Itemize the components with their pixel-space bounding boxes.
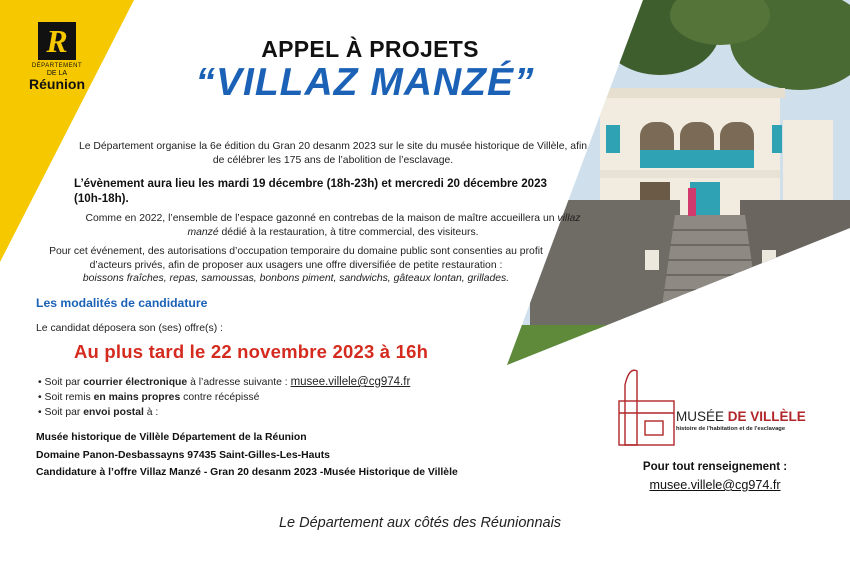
- event-dates: L’évènement aura lieu les mardi 19 décembre (18h-23h) et mercredi 20 décembre 2023 (10h-18h).: [74, 177, 547, 205]
- page-title: APPEL À PROJETS: [261, 36, 479, 62]
- logo-line2: DE LA: [46, 70, 68, 77]
- modalites-heading: Les modalités de candidature: [36, 296, 208, 310]
- logo-line3: Réunion: [29, 76, 85, 92]
- logo-r-icon: R: [38, 22, 76, 60]
- address-line: Candidature à l’offre Villaz Manzé - Gran 20 desanm 2023 -Musée Historique de Villèle: [36, 467, 458, 478]
- museum-name: MUSÉE DE VILLÈLE: [676, 409, 806, 424]
- list-item: • Soit par envoi postal à :: [38, 407, 159, 418]
- museum-logo-icon: [615, 365, 835, 450]
- intro-paragraph: Le Département organise la 6e édition du Gran 20 desanm 2023 sur le site du musée historique de Villèle, afin de célébrer les 175 ans de l’abolition de l’esclavage.: [78, 141, 588, 166]
- address-line: Domaine Panon-Desbassayns 97435 Saint-Gilles-Les-Hauts: [36, 449, 330, 461]
- contact-email-link[interactable]: musee.villele@cg974.fr: [649, 478, 781, 492]
- deadline: Au plus tard le 22 novembre 2023 à 16h: [74, 341, 429, 362]
- project-title: “VILLAZ MANZÉ”: [195, 61, 535, 104]
- submission-methods: [38, 375, 410, 420]
- address-line: Musée historique de Villèle Département de la Réunion: [36, 432, 307, 443]
- postal-address: [36, 429, 458, 482]
- authorisation-paragraph: Pour cet événement, des autorisations d’occupation temporaire du domaine public sont consenties au profit d’acteurs privés, afin de proposer aux usagers une offre diversifiée de petite restauration : boissons fraîches, repas, samoussas, bonbons piment, sandwichs, gâteaux lontan, grillades.: [49, 246, 543, 284]
- museum-tagline: histoire de l'habitation et de l'esclavage: [676, 426, 786, 432]
- list-item: • Soit remis en mains propres contre récépissé: [38, 392, 260, 403]
- logo-line1: DÉPARTEMENT: [31, 63, 83, 69]
- email-link[interactable]: musee.villele@cg974.fr: [290, 376, 411, 388]
- list-item: • Soit par courrier électronique à l’adresse suivante : musee.villele@cg974.fr: [38, 376, 411, 388]
- contact-label: Pour tout renseignement :: [642, 460, 788, 473]
- villaz-paragraph: Comme en 2022, l’ensemble de l’espace gazonné en contrebas de la maison de maître accueillera un villaz manzé dédié à la restauration, à titre commercial, des visiteurs.: [85, 213, 581, 238]
- footer-slogan: Le Département aux côtés des Réunionnais: [278, 515, 562, 531]
- candidat-text: Le candidat déposera son (ses) offre(s) :: [36, 323, 223, 334]
